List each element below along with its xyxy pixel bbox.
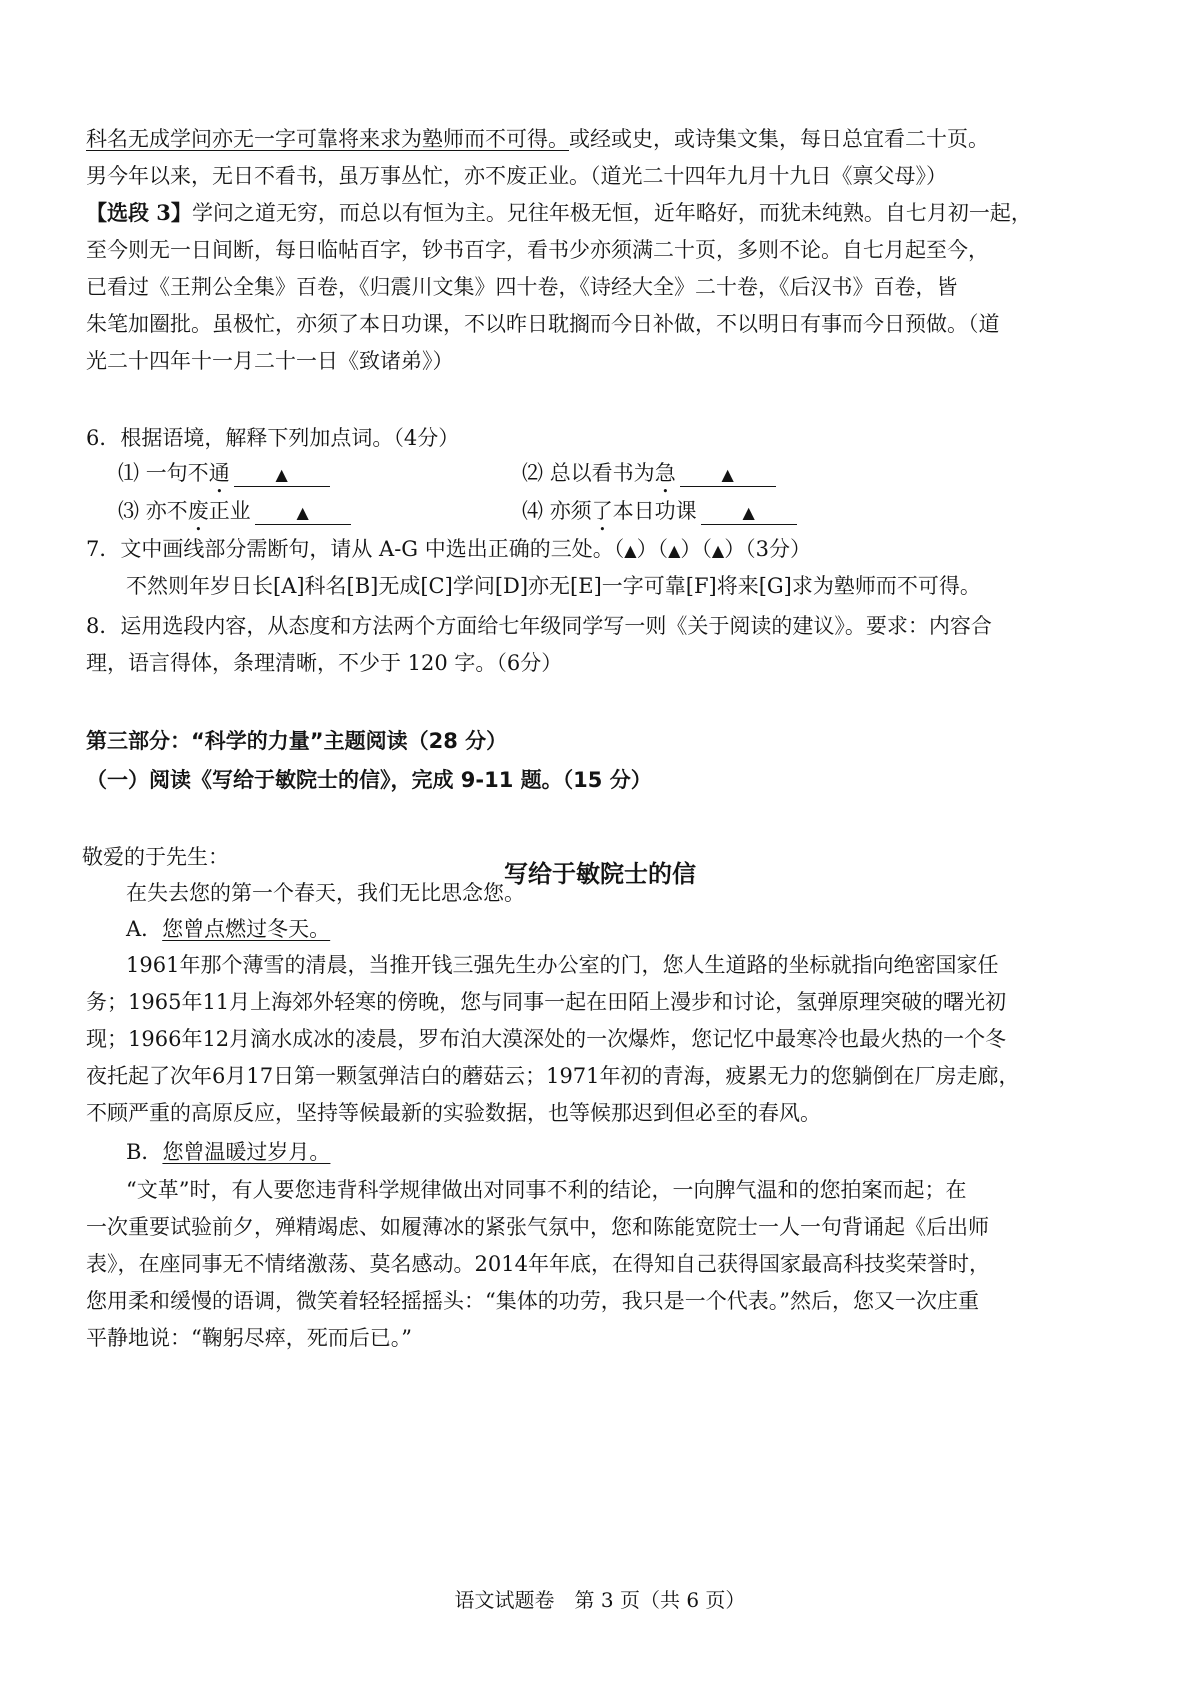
question-8-line-2: 理，语言得体，条理清晰，不少于 120 字。（6分） bbox=[86, 651, 563, 675]
letter-paragraph-2-line: 务；1965年11月上海郊外轻寒的傍晚，您与同事一起在田陌上漫步和讨论，氢弹原理突破的曙光初 bbox=[86, 990, 1007, 1014]
page-footer: 语文试题卷 第 3 页（共 6 页） bbox=[454, 1588, 746, 1612]
triangle-icon: ▲ bbox=[296, 503, 309, 522]
triangle-icon: ▲ bbox=[624, 541, 637, 560]
q6-item-1: ⑴ 一句不通 ▲ bbox=[118, 459, 330, 498]
letter-paragraph-3-line: 表》，在座同事无不情绪激荡、莫名感动。2014年年底，在得知自己获得国家最高科技奖荣誉时， bbox=[86, 1252, 990, 1276]
section-b-heading: B．您曾温暖过岁月。 bbox=[126, 1140, 331, 1164]
letter-salutation: 敬爱的于先生： bbox=[82, 845, 229, 869]
letter-paragraph-2-line: 夜托起了次年6月17日第一颗氢弹洁白的蘑菇云；1971年初的青海，疲累无力的您躺倒在厂房走廊， bbox=[86, 1064, 1020, 1088]
letter-paragraph-2-line: 现；1966年12月滴水成冰的凌晨，罗布泊大漠深处的一次爆炸，您记忆中最寒冷也最火热的一个冬 bbox=[86, 1027, 1007, 1051]
letter-paragraph-1: 在失去您的第一个春天，我们无比思念您。 bbox=[126, 881, 525, 905]
letter-paragraph-3-line: 平静地说：“鞠躬尽瘁，死而后已。” bbox=[86, 1326, 412, 1350]
part-3-heading: 第三部分：“科学的力量”主题阅读（28 分） bbox=[86, 729, 508, 753]
part-3-subheading: （一）阅读《写给于敏院士的信》，完成 9-11 题。（15 分） bbox=[86, 768, 652, 792]
triangle-icon: ▲ bbox=[668, 541, 681, 560]
letter-paragraph-3-line: 一次重要试验前夕，殚精竭虑、如履薄冰的紧张气氛中，您和陈能宽院士一人一句背诵起《后出师 bbox=[86, 1215, 989, 1239]
excerpt-label: 【选段 3】 bbox=[86, 200, 192, 225]
article-title: 写给于敏院士的信 bbox=[504, 860, 696, 888]
letter-paragraph-2-line: 不顾严重的高原反应，坚持等候最新的实验数据，也等候那迟到但必至的春风。 bbox=[86, 1101, 821, 1125]
letter-paragraph-2-line: 1961年那个薄雪的清晨，当推开钱三强先生办公室的门，您人生道路的坐标就指向绝密国家任 bbox=[126, 953, 999, 977]
answer-blank[interactable] bbox=[680, 462, 776, 487]
answer-blank[interactable] bbox=[701, 500, 797, 525]
passage-line-3: 【选段 3】学问之道无穷，而总以有恒为主。兄往年极无恒，近年略好，而犹未纯熟。自七月初一起， bbox=[86, 200, 1032, 225]
passage-line-1: 科名无成学问亦无一字可靠将来求为塾师而不可得。或经或史，或诗集文集，每日总宜看二十页。 bbox=[86, 127, 989, 151]
question-8-line-1: 8．运用选段内容，从态度和方法两个方面给七年级同学写一则《关于阅读的建议》。要求：内容合 bbox=[86, 614, 992, 638]
question-7-sentence: 不然则年岁日长[A]科名[B]无成[C]学问[D]亦无[E]一字可靠[F]将来[G]求为塾师而不可得。 bbox=[126, 574, 981, 598]
question-7-stem: 7．文中画线部分需断句，请从 A-G 中选出正确的三处。（▲）（▲）（▲）（3分） bbox=[86, 537, 812, 561]
underlined-sentence: 科名无成学问亦无一字可靠将来求为塾师而不可得。 bbox=[86, 127, 569, 151]
passage-line-7: 光二十四年十一月二十一日《致诸弟》） bbox=[86, 349, 454, 373]
triangle-icon: ▲ bbox=[711, 541, 725, 560]
letter-paragraph-3-line: “文革”时，有人要您违背科学规律做出对同事不利的结论，一向脾气温和的您拍案而起；在 bbox=[126, 1178, 967, 1202]
question-6-stem: 6．根据语境，解释下列加点词。（4分） bbox=[86, 426, 460, 450]
passage-line-6: 朱笔加圈批。虽极忙，亦须了本日功课，不以昨日耽搁而今日补做，不以明日有事而今日预做。（道 bbox=[86, 312, 1000, 336]
triangle-icon: ▲ bbox=[275, 465, 288, 484]
q6-item-4: ⑷ 亦须了本日功课 ▲ bbox=[522, 497, 797, 536]
triangle-icon: ▲ bbox=[742, 503, 755, 522]
q6-item-3: ⑶ 亦不废正业 ▲ bbox=[118, 497, 351, 536]
answer-blank[interactable] bbox=[234, 462, 330, 487]
letter-paragraph-3-line: 您用柔和缓慢的语调，微笑着轻轻摇摇头：“集体的功劳，我只是一个代表。”然后，您又一次庄重 bbox=[86, 1289, 979, 1313]
passage-line-4: 至今则无一日间断，每日临帖百字，钞书百字，看书少亦须满二十页，多则不论。自七月起至今， bbox=[86, 238, 989, 262]
section-a-heading: A．您曾点燃过冬天。 bbox=[126, 917, 331, 941]
passage-line-2: 男今年以来，无日不看书，虽万事丛忙，亦不废正业。（道光二十四年九月十九日《禀父母》） bbox=[86, 164, 947, 188]
triangle-icon: ▲ bbox=[721, 465, 734, 484]
passage-line-5: 已看过《王荆公全集》百卷，《归震川文集》四十卷，《诗经大全》二十卷，《后汉书》百卷，皆 bbox=[86, 275, 958, 299]
answer-blank[interactable] bbox=[255, 500, 351, 525]
q6-item-2: ⑵ 总以看书为急 ▲ bbox=[522, 459, 776, 498]
